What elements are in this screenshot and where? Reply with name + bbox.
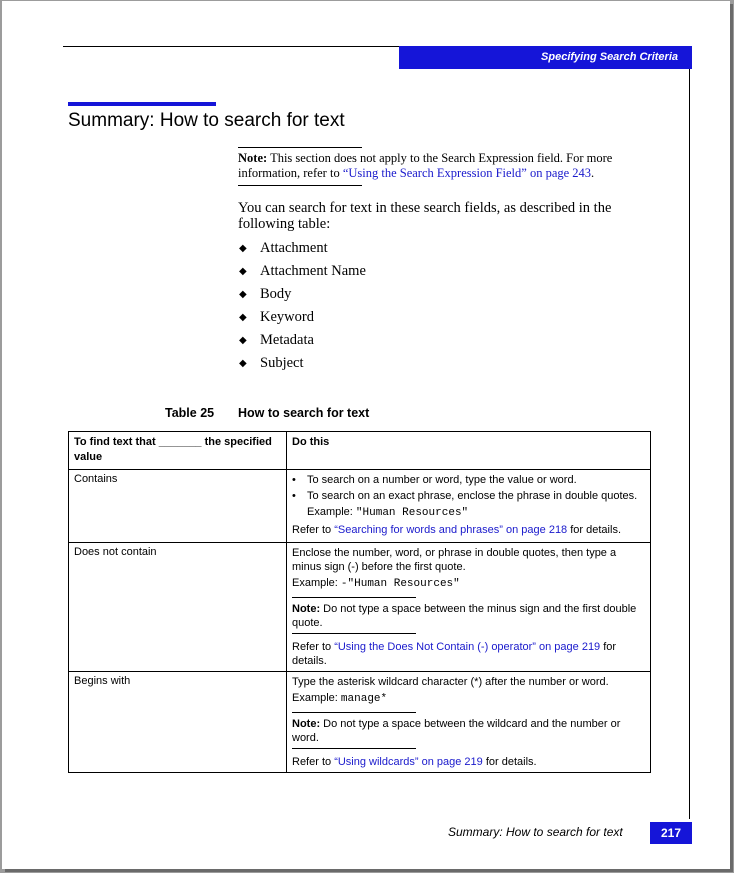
list-item <box>238 262 366 285</box>
note-rule <box>292 712 416 713</box>
list-item-label: Subject <box>260 355 304 371</box>
page-number: 217 <box>650 822 692 844</box>
row-label: Contains <box>69 470 287 543</box>
list-item-label: Attachment Name <box>260 263 366 279</box>
row-label: Does not contain <box>69 543 287 672</box>
table-row <box>69 470 651 543</box>
list-item-label: Keyword <box>260 309 314 325</box>
document-page <box>2 1 730 869</box>
search-text-table <box>68 431 651 773</box>
cell-note: Note: Do not type a space between the wildcard and the number or word. <box>292 718 621 744</box>
running-footer: Summary: How to search for text <box>448 825 623 839</box>
example-line: Example: -"Human Resources" <box>292 577 460 590</box>
note-rule <box>292 633 416 634</box>
example-value: -"Human Resources" <box>340 578 460 590</box>
list-item <box>238 354 366 377</box>
table-number: Table 25 <box>165 406 215 420</box>
example-line: Example: manage* <box>292 692 388 705</box>
example-value: manage* <box>340 693 388 705</box>
intro-paragraph: You can search for text in these search fields, as described in the following table: <box>238 200 612 232</box>
column-header-do-this: Do this <box>287 432 651 470</box>
note-link[interactable]: “Using the Search Expression Field” on page 243 <box>342 166 592 180</box>
list-item <box>238 308 366 331</box>
note-block <box>238 151 658 181</box>
reference-line: Refer to “Using the Does Not Contain (-) operator” on page 219 for details. <box>292 641 617 667</box>
header-rule <box>63 46 401 47</box>
table-row <box>69 543 651 672</box>
reference-link[interactable]: “Using the Does Not Contain (-) operator” on page 219 <box>334 641 601 653</box>
example-line: Example: "Human Resources" <box>307 506 469 519</box>
instruction-bullet: • To search on an exact phrase, enclose the phrase in double quotes. <box>292 490 638 502</box>
running-header: Specifying Search Criteria <box>399 46 692 69</box>
note-rule <box>292 597 416 598</box>
note-rule <box>292 748 416 749</box>
instruction-bullet: • To search on a number or word, type the value or word. <box>292 474 577 486</box>
reference-line: Refer to “Using wildcards” on page 219 for details. <box>292 756 537 768</box>
note-end: . <box>591 166 595 180</box>
margin-rule <box>689 69 690 819</box>
note-label: Note: <box>238 151 268 165</box>
list-item-label: Attachment <box>260 240 328 256</box>
reference-link[interactable]: “Searching for words and phrases” on page 218 <box>334 524 568 536</box>
list-item-label: Body <box>260 286 292 302</box>
note-top-rule <box>238 147 362 148</box>
table-header-row <box>69 432 651 470</box>
page-title: Summary: How to search for text <box>68 110 345 131</box>
diamond-bullet-icon: ◆ <box>239 266 247 277</box>
list-item-label: Metadata <box>260 332 314 348</box>
column-header-find: To find text that _______ the specified value <box>69 432 287 470</box>
table-row <box>69 672 651 773</box>
list-item <box>238 239 366 262</box>
reference-link[interactable]: “Using wildcards” on page 219 <box>334 756 483 768</box>
table-caption: How to search for text <box>238 406 370 420</box>
note-text: This section does not apply to the Search Expression field. For more information, refer to <box>238 151 613 180</box>
row-instructions <box>287 470 651 543</box>
instruction-text: Type the asterisk wildcard character (*) after the number or word. <box>292 676 609 688</box>
note-bottom-rule <box>238 185 362 186</box>
search-field-list <box>238 239 366 377</box>
instruction-text: Enclose the number, word, or phrase in double quotes, then type a minus sign (-) before the first quote. <box>292 547 617 573</box>
diamond-bullet-icon: ◆ <box>239 335 247 346</box>
bullet-icon: • <box>292 490 296 502</box>
example-value: "Human Resources" <box>355 507 469 519</box>
row-label: Begins with <box>69 672 287 773</box>
diamond-bullet-icon: ◆ <box>239 312 247 323</box>
reference-line: Refer to “Searching for words and phrases” on page 218 for details. <box>292 524 621 536</box>
diamond-bullet-icon: ◆ <box>239 358 247 369</box>
row-instructions <box>287 672 651 773</box>
cell-note: Note: Do not type a space between the minus sign and the first double quote. <box>292 603 637 629</box>
list-item <box>238 285 366 308</box>
title-accent-bar <box>68 102 216 106</box>
list-item <box>238 331 366 354</box>
bullet-icon: • <box>292 474 296 486</box>
diamond-bullet-icon: ◆ <box>239 243 247 254</box>
row-instructions <box>287 543 651 672</box>
diamond-bullet-icon: ◆ <box>239 289 247 300</box>
